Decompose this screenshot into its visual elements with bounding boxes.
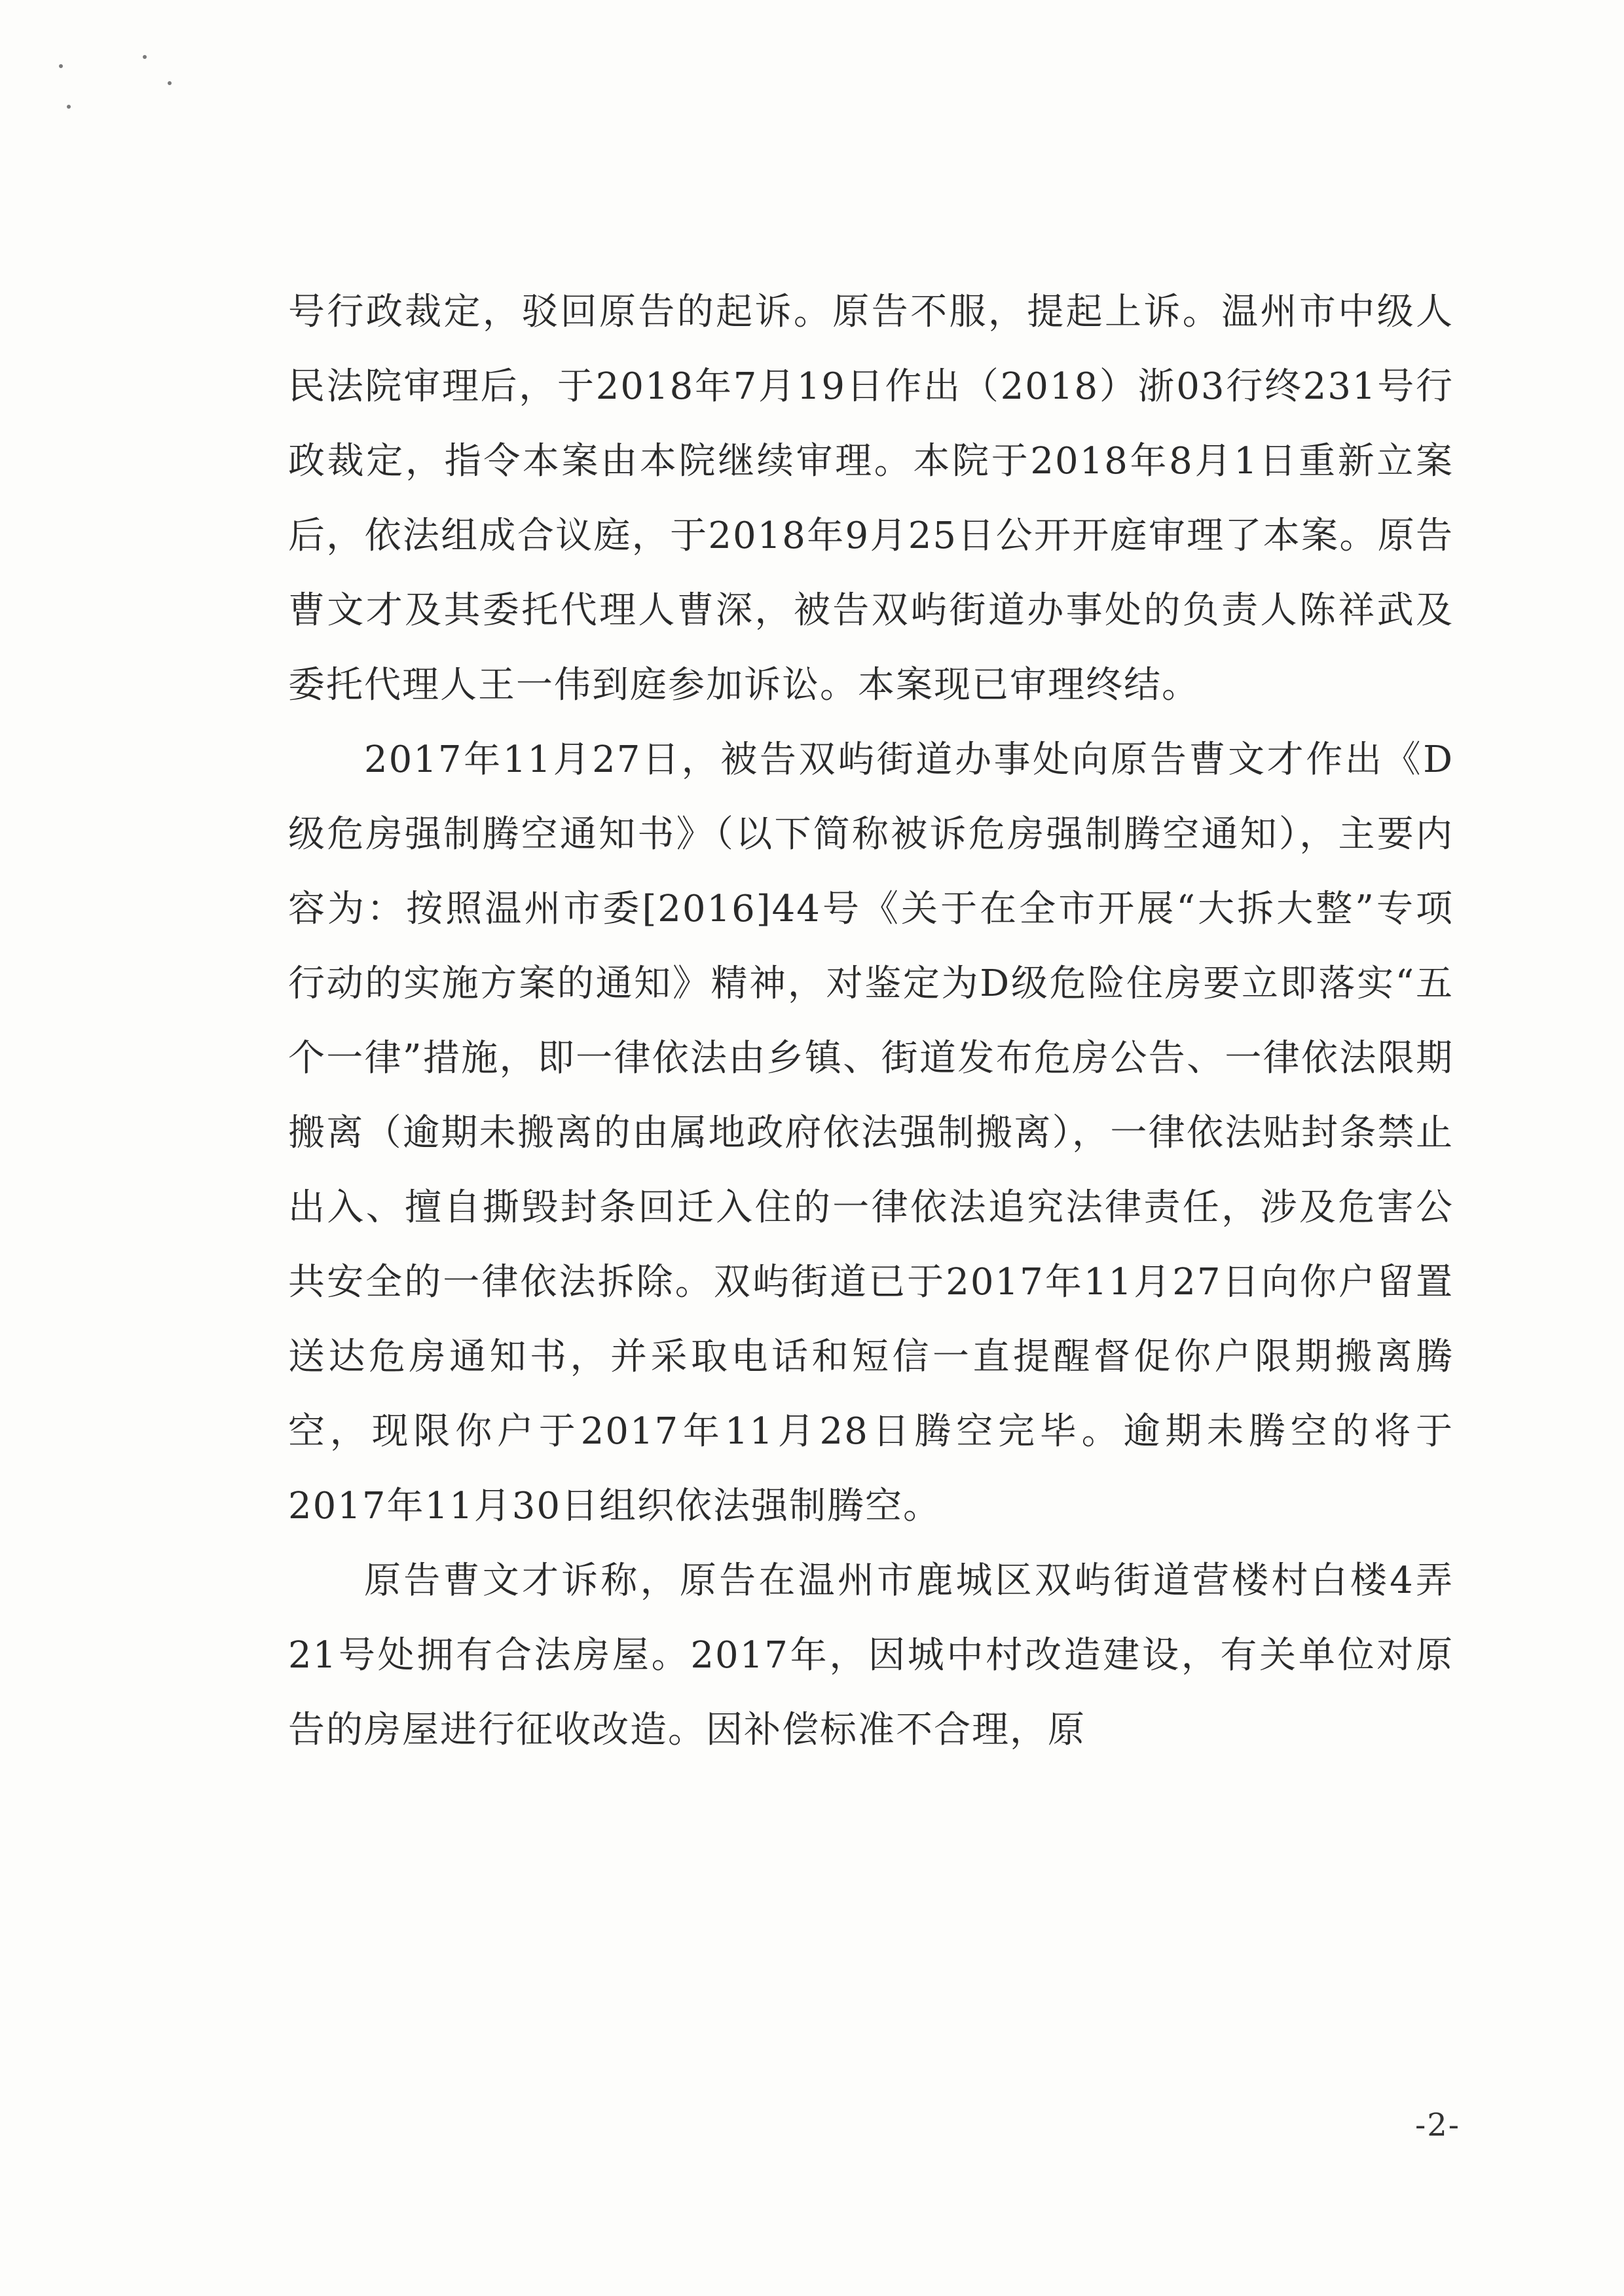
- scan-speck: [59, 64, 63, 68]
- page-number: -2-: [1415, 2107, 1460, 2143]
- paragraph-notice-content: 2017年11月27日，被告双屿街道办事处向原告曹文才作出《D级危房强制腾空通知书》（以下简称被诉危房强制腾空通知），主要内容为：按照温州市委[2016]44号《关于在全市开展“大拆大整”专项行动的实施方案的通知》精神，对鉴定为D级危险住房要立即落实“五个一律”措施，即一律依法由乡镇、街道发布危房公告、一律依法限期搬离（逾期未搬离的由属地政府依法强制搬离），一律依法贴封条禁止出入、擅自撕毁封条回迁入住的一律依法追究法律责任，涉及危害公共安全的一律依法拆除。双屿街道已于2017年11月27日向你户留置送达危房通知书，并采取电话和短信一直提醒督促你户限期搬离腾空，现限你户于2017年11月28日腾空完毕。逾期未腾空的将于2017年11月30日组织依法强制腾空。: [288, 738, 1454, 1527]
- paragraph-procedural-history: 号行政裁定，驳回原告的起诉。原告不服，提起上诉。温州市中级人民法院审理后，于2018年7月19日作出（2018）浙03行终231号行政裁定，指令本案由本院继续审理。本院于2018年8月1日重新立案后，依法组成合议庭，于2018年9月25日公开开庭审理了本案。原告曹文才及其委托代理人曹深，被告双屿街道办事处的负责人陈祥武及委托代理人王一伟到庭参加诉讼。本案现已审理终结。: [288, 291, 1454, 706]
- document-body: [288, 275, 1454, 1768]
- scan-speck: [67, 105, 71, 109]
- scan-speck: [143, 55, 147, 59]
- scan-speck: [168, 81, 172, 85]
- scan-specks: [59, 52, 190, 124]
- paragraph-plaintiff-claim: 原告曹文才诉称，原告在温州市鹿城区双屿街道营楼村白楼4弄21号处拥有合法房屋。2017年，因城中村改造建设，有关单位对原告的房屋进行征收改造。因补偿标准不合理，原: [288, 1559, 1454, 1751]
